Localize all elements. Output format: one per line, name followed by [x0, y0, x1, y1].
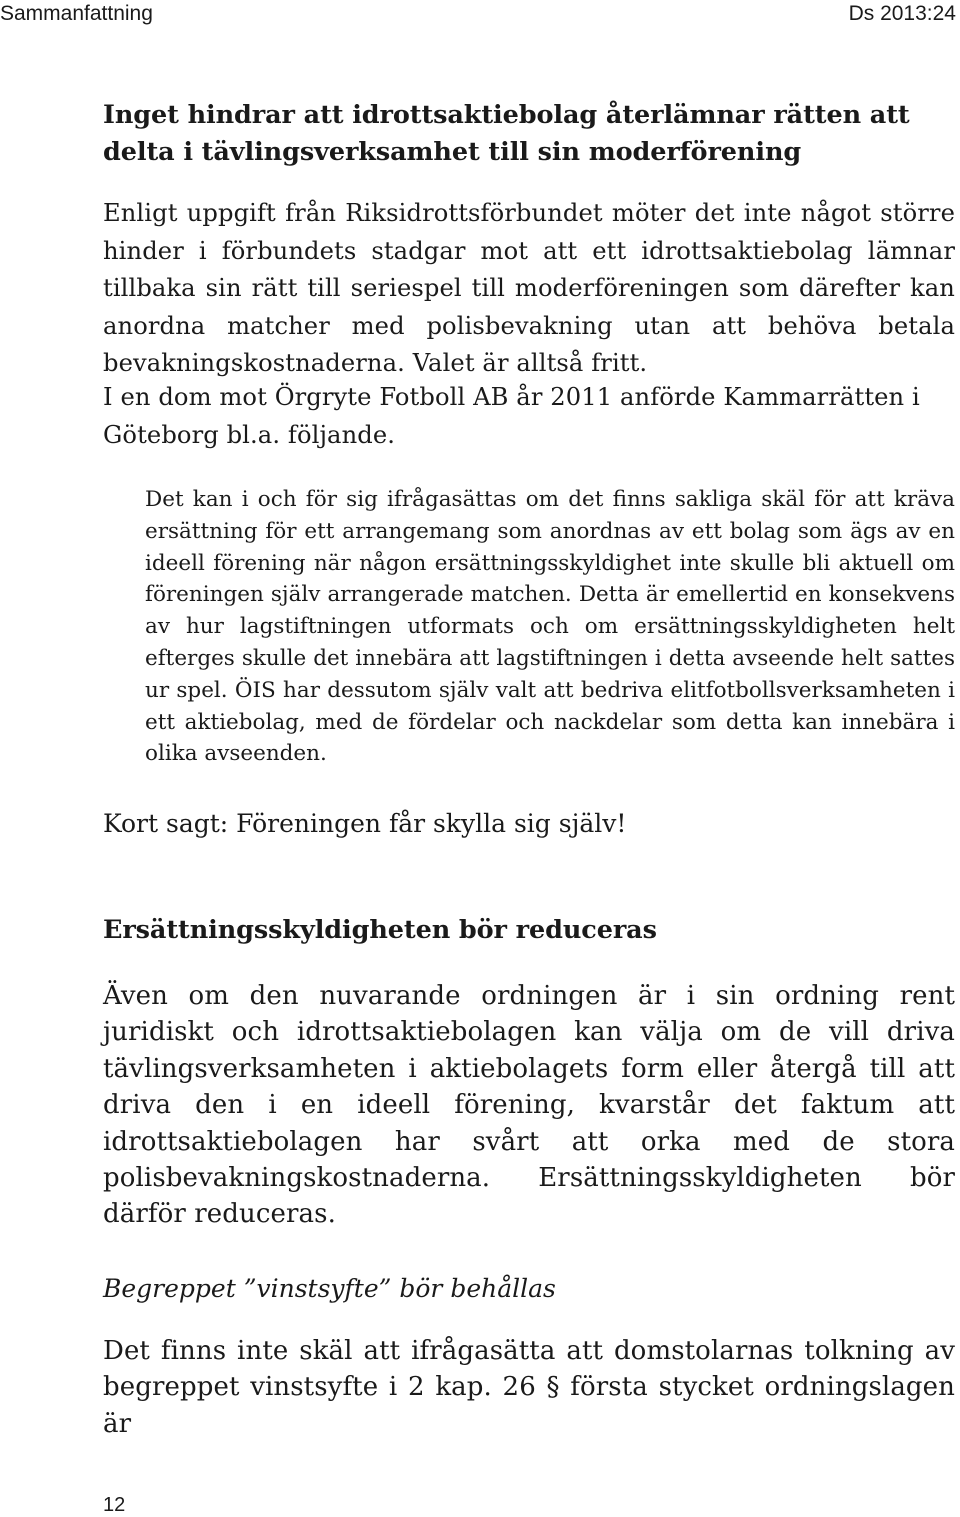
running-head-section-title: Sammanfattning — [0, 2, 153, 25]
running-head-document-id: Ds 2013:24 — [848, 2, 956, 25]
conclusion-line: Kort sagt: Föreningen får skylla sig själv! — [103, 809, 627, 838]
section3-paragraph: Det finns inte skäl att ifrågasätta att domstolarnas tolkning av begreppet vinstsyfte i 2 kap. 26 § första stycket ordningslagen är — [103, 1336, 955, 1439]
running-head — [0, 0, 960, 28]
block-quote: Det kan i och för sig ifrågasättas om det finns sakliga skäl för att kräva ersättning för ett arrangemang som anordnas av ett bolag som ägs av en ideell förening när någon ersättningsskyldighet inte skulle bli aktuell om föreningen själv arrangerade matchen. Detta är emellertid en konsekvens av hur lagstiftningen utformats och om ersättningsskyldigheten helt efterges skulle det innebära att lagstiftningen i detta avseende helt sattes ur spel. ÖIS har dessutom själv valt att bedriva elitfotbollsverksamheten i ett aktiebolag, med de fördelar och nackdelar som detta kan innebära i olika avseenden. — [145, 487, 955, 767]
section-heading-1: Inget hindrar att idrottsaktiebolag återlämnar rätten att delta i tävlingsverksamhet till sin moderförening — [103, 100, 910, 167]
section-heading-2: Ersättningsskyldigheten bör reduceras — [103, 915, 657, 945]
section-heading-3: Begreppet ”vinstsyfte” bör behållas — [103, 1274, 556, 1303]
section1-paragraph-1: Enligt uppgift från Riksidrottsförbundet möter det inte något större hinder i förbundets stadgar mot att ett idrottsaktiebolag lämnar tillbaka sin rätt till seriespel till moderföreningen som därefter kan anordna matcher med polisbevakning utan att behöva betala bevakningskostnaderna. Valet är alltså fritt. — [103, 199, 955, 377]
section1-paragraph-2: I en dom mot Örgryte Fotboll AB år 2011 anförde Kammarrätten i Göteborg bl.a. följande. — [103, 383, 920, 449]
section2-paragraph: Även om den nuvarande ordningen är i sin ordning rent juridiskt och idrottsaktiebolagen kan välja om de vill driva tävlingsverksamheten i aktiebolagets form eller återgå till att driva den i en ideell förening, kvarstår det faktum att idrottsaktiebolagen har svårt att orka med de stora polisbevakningskostnaderna. Ersättningsskyldigheten bör därför reduceras. — [103, 981, 955, 1230]
page-number: 12 — [103, 1494, 126, 1516]
